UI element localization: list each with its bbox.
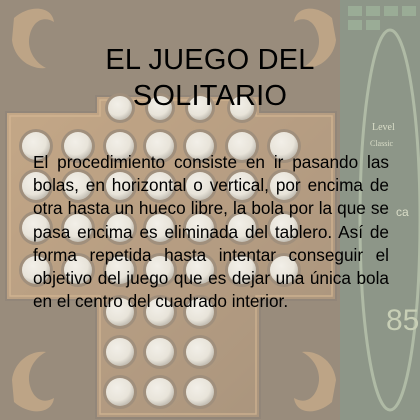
slide-title: [60, 42, 360, 114]
title-line-1: EL JUEGO DEL: [105, 44, 315, 76]
slide-body-text: El procedimiento consiste en ir pasando las bolas, en horizontal o vertical, por encima de otra hasta un hueco libre, la bola por la que se pasa encima es eliminada del tablero. Así de forma repetida hasta intentar conseguir el objetivo del juego que es dejar una única bola en el centro del cuadrado interior.: [33, 152, 389, 312]
title-line-2: SOLITARIO: [132, 80, 288, 112]
